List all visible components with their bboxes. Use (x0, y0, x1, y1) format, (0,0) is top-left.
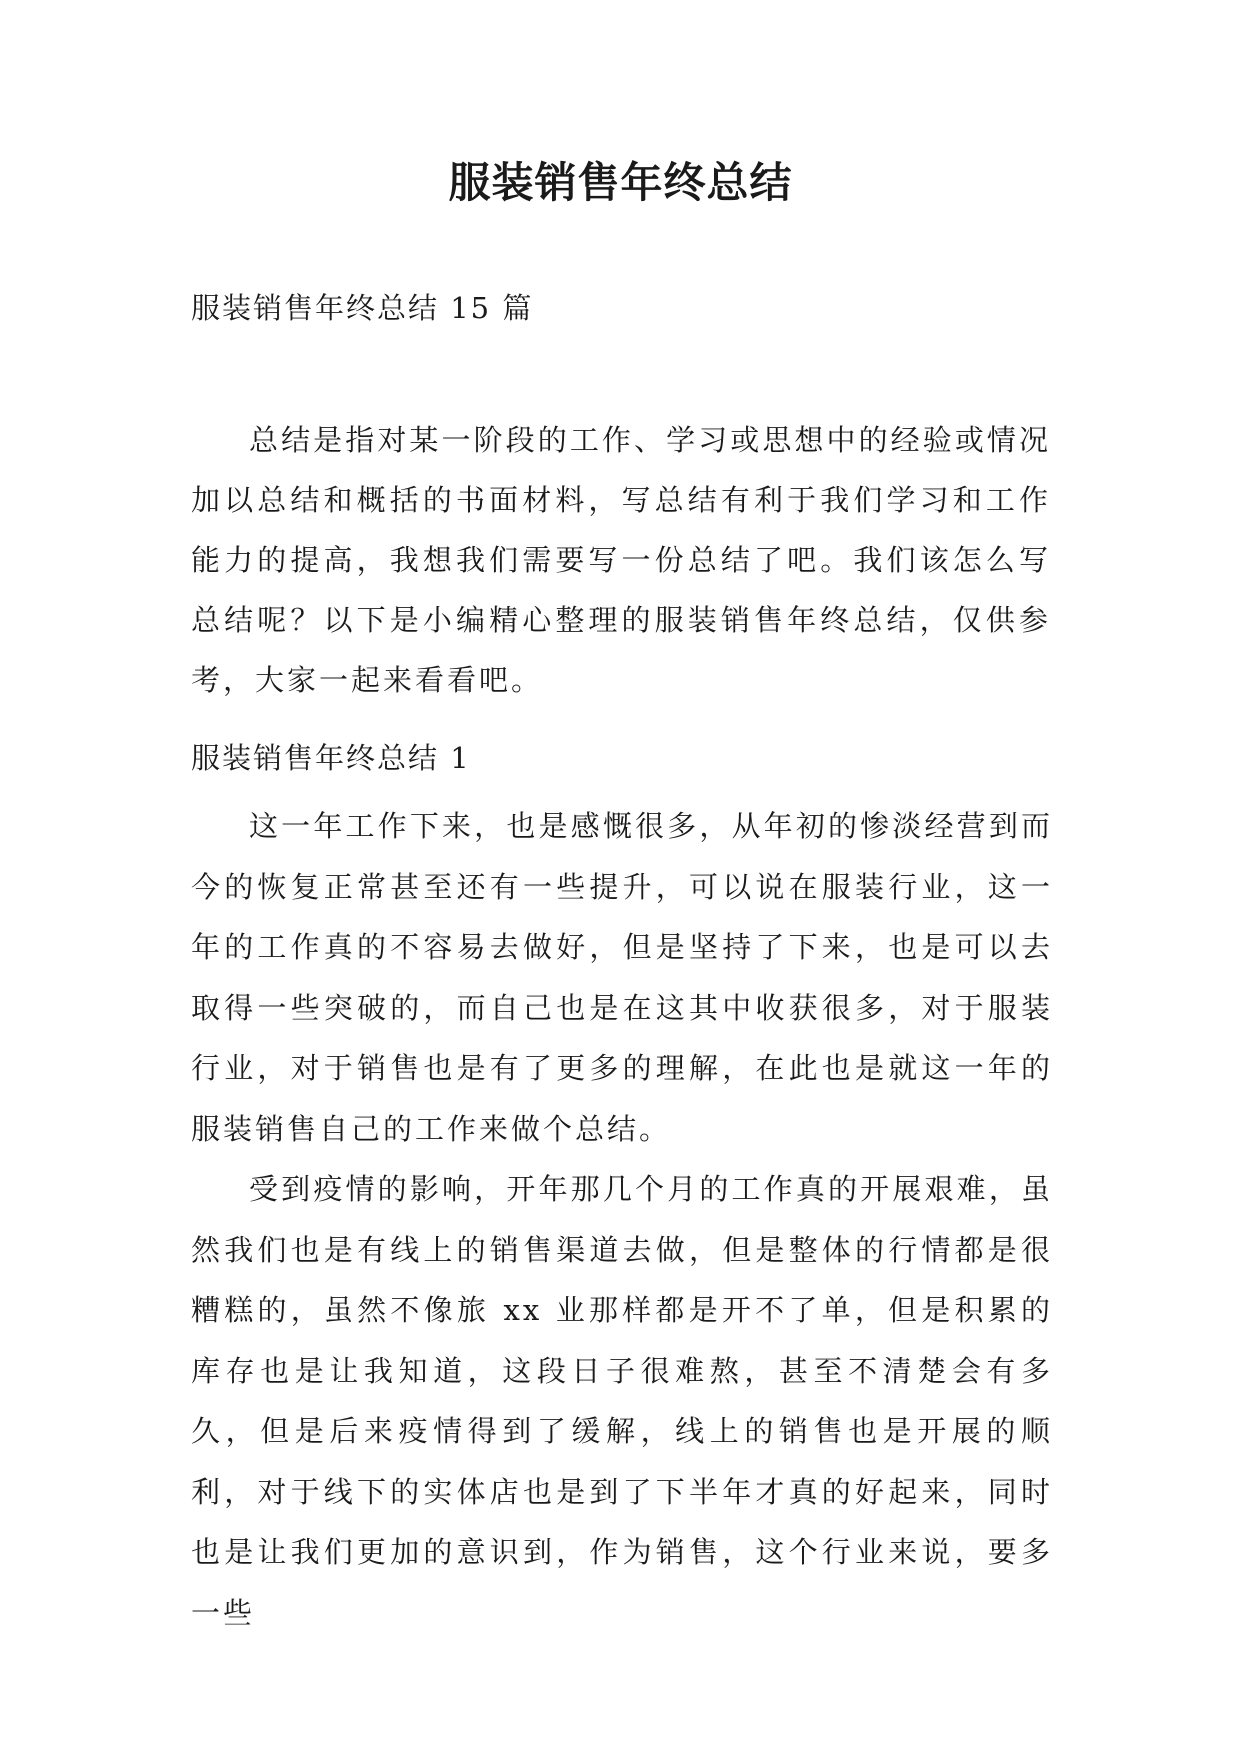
section-heading: 服装销售年终总结 1 (191, 741, 471, 775)
document-title: 服装销售年终总结 (448, 158, 793, 207)
body-paragraph-2: 受到疫情的影响，开年那几个月的工作真的开展艰难，虽然我们也是有线上的销售渠道去做，但是整体的行情都是很糟糕的，虽然不像旅 xx 业那样都是开不了单，但是积累的库存也是让我知道，这段日子很难熬，甚至不清楚会有多久，但是后来疫情得到了缓解，线上的销售也是开展的顺利，对于线下的实体店也是到了下半年才真的好起来，同时也是让我们更加的意识到，作为销售，这个行业来说，要多一些 (191, 1172, 1053, 1630)
document-subtitle: 服装销售年终总结 15 篇 (191, 291, 534, 325)
intro-paragraph: 总结是指对某一阶段的工作、学习或思想中的经验或情况加以总结和概括的书面材料，写总结有利于我们学习和工作能力的提高，我想我们需要写一份总结了吧。我们该怎么写总结呢？以下是小编精心整理的服装销售年终总结，仅供参考，大家一起来看看吧。 (191, 423, 1051, 697)
section-body (191, 796, 1053, 1643)
body-paragraph-1: 这一年工作下来，也是感慨很多，从年初的惨淡经营到而今的恢复正常甚至还有一些提升，可以说在服装行业，这一年的工作真的不容易去做好，但是坚持了下来，也是可以去取得一些突破的，而自己也是在这其中收获很多，对于服装行业，对于销售也是有了更多的理解，在此也是就这一年的服装销售自己的工作来做个总结。 (191, 809, 1053, 1146)
